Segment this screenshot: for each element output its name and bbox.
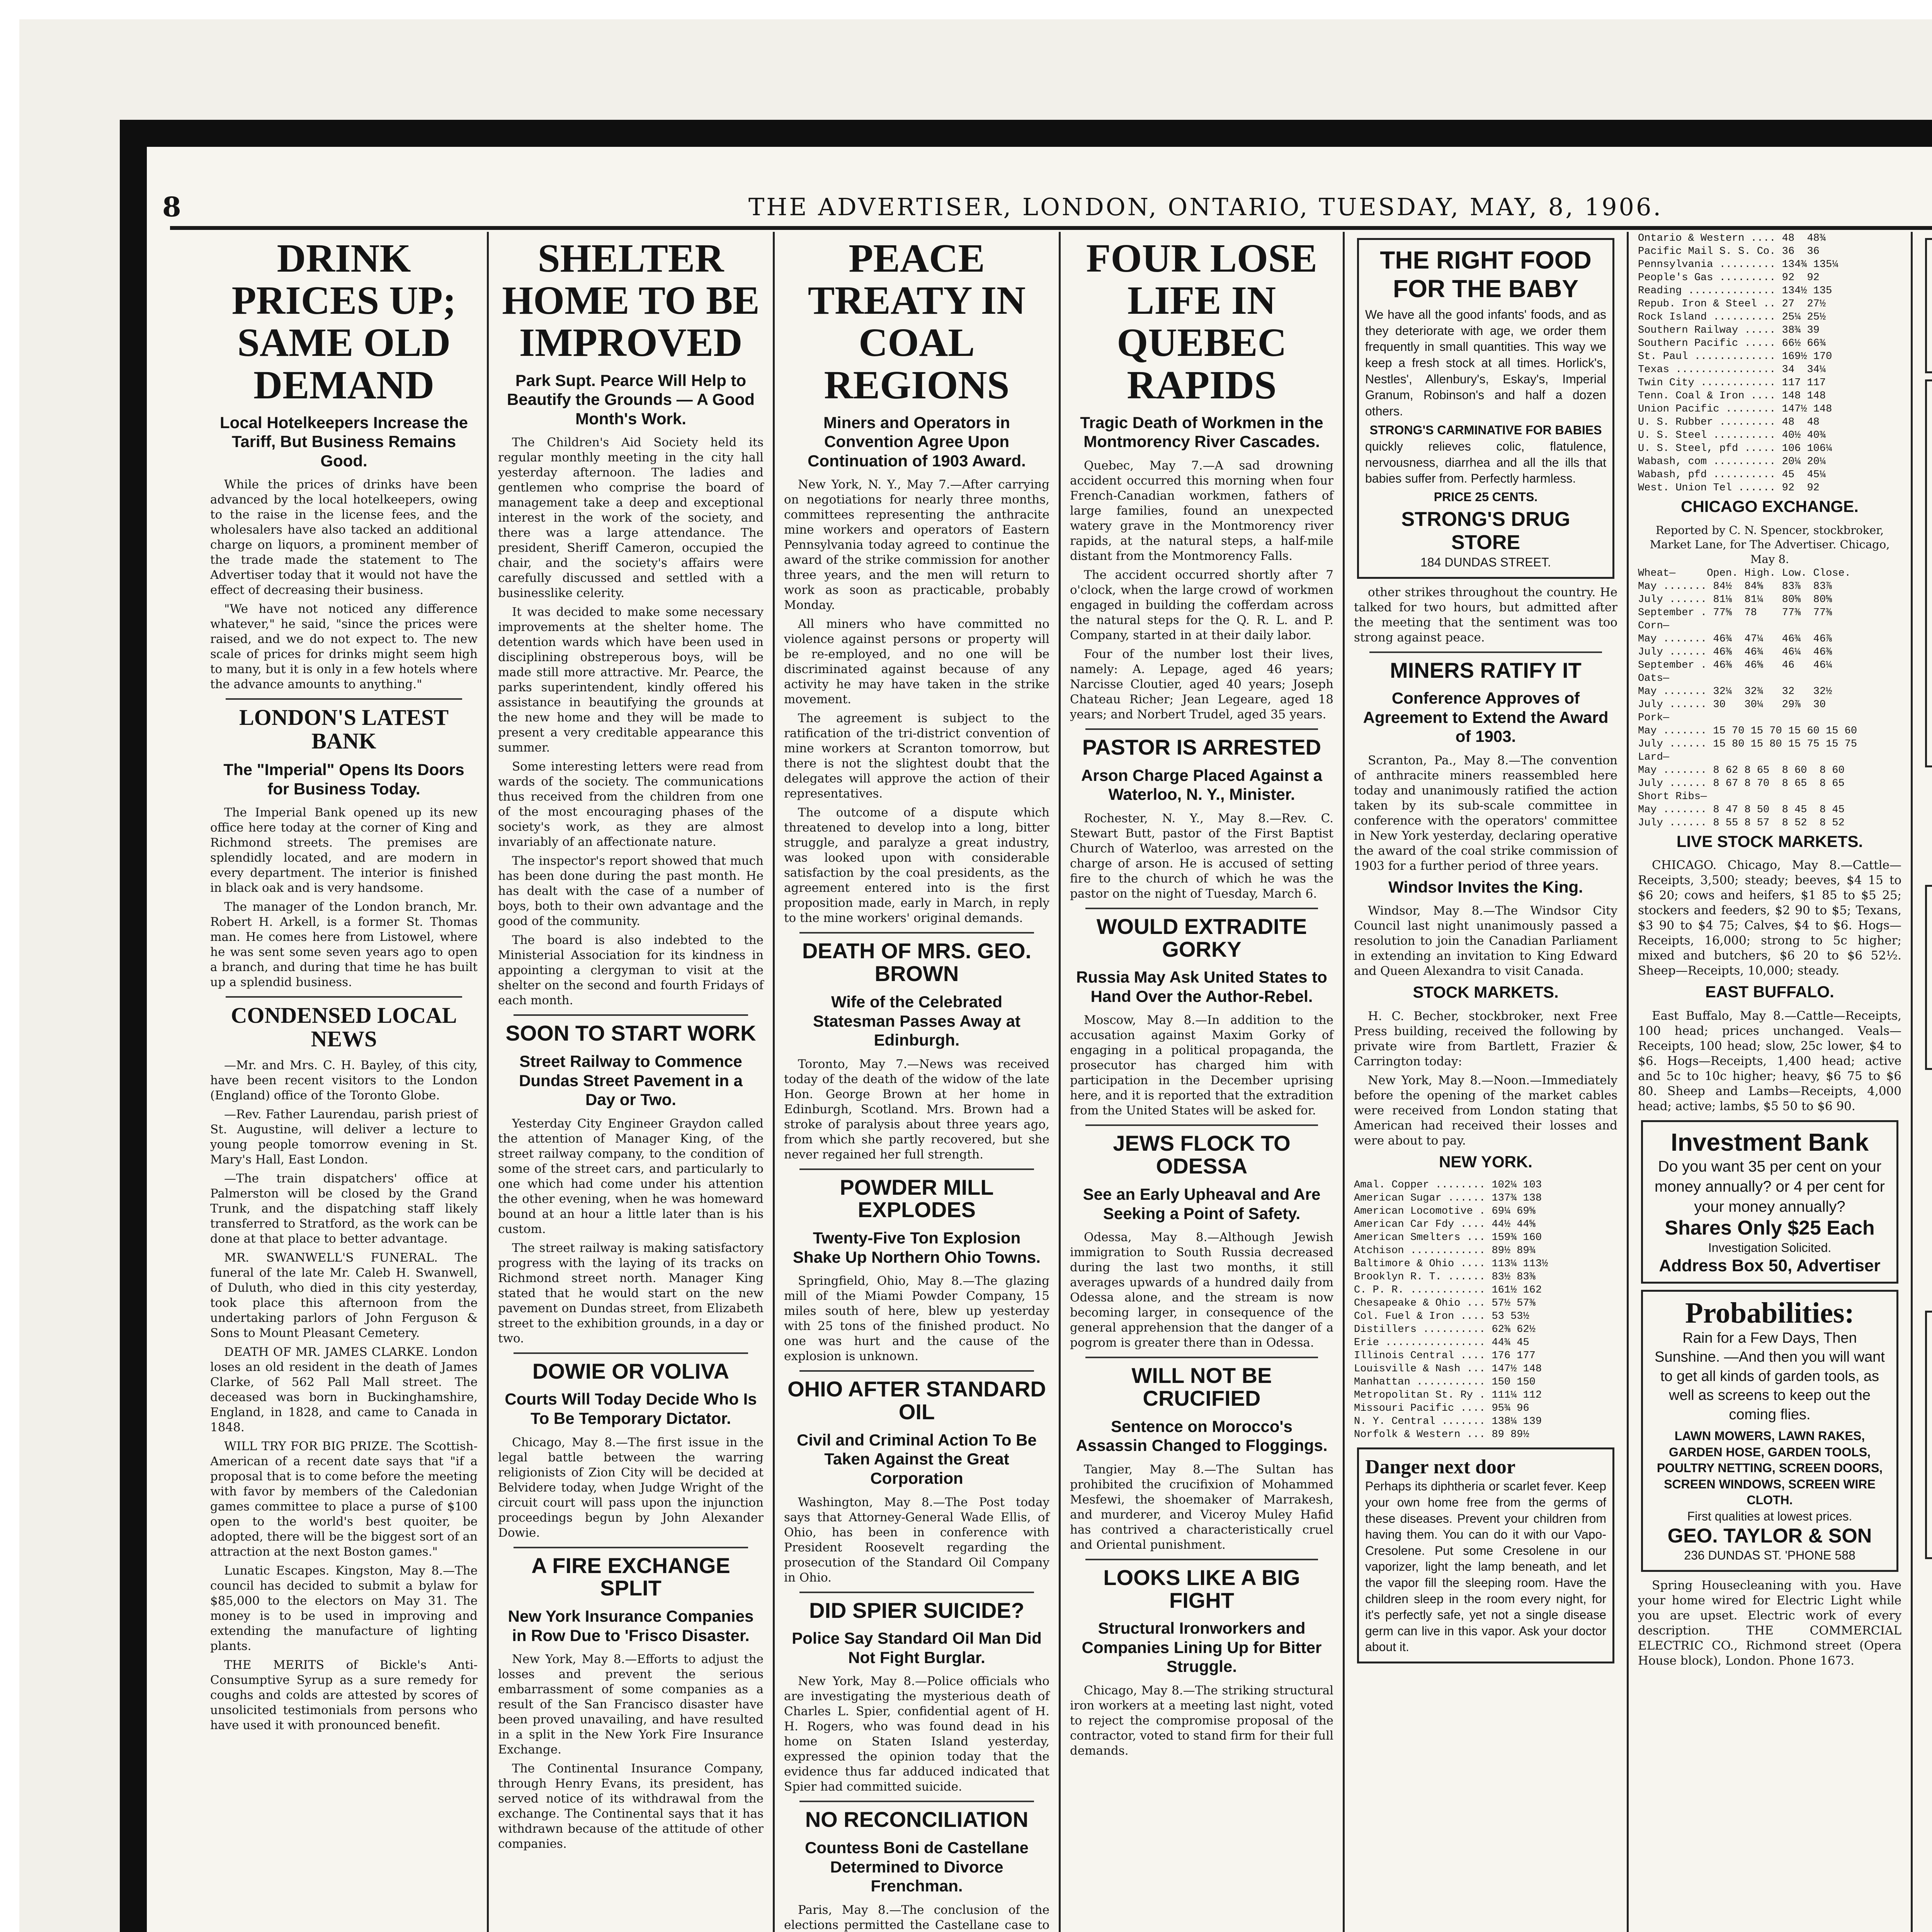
article-paragraph: The board is also indebted to the Ministerial Association for its kindness in appointing a clergyman to visit at the shelter on the second and fourth Fridays of each month. [498,933,764,1008]
ad-title: Probabilities: [1685,1297,1854,1330]
headline-drink-prices: DRINK PRICES UP; SAME OLD DEMAND [231,236,456,407]
news-item: DEATH OF MR. JAMES CLARKE. London loses an old resident in the death of James Clarke, of 562 Pall Mall street. The deceased was born in Buckinghamshire, England, in 1828, and came to Canada in 1848. [210,1345,478,1435]
subhead-gorky: Russia May Ask United States to Hand Over the Author-Rebel. [1076,968,1327,1005]
ad-price-note: First qualities at lowest prices. [1687,1509,1852,1523]
news-item: —Rev. Father Laurendau, parish priest of St. Augustine, will deliver a lecture to young people tomorrow evening in St. Mary's Hall, East London. [210,1107,478,1167]
ad-store-name: STRONG'S DRUG STORE [1401,508,1570,554]
ad-address: Address Box 50, Advertiser [1659,1256,1881,1275]
column-4 [1061,232,1345,1932]
ad-price: PRICE 25 CENTS. [1434,490,1538,504]
article-paragraph: The inspector's report showed that much has been done during the past month. He has dealt with the case of a number of boys, both to their own advantage and the good of the community. [498,854,764,929]
news-item: —Mr. and Mrs. C. H. Bayley, of this city, have been recent visitors to the London (England) office of the Toronto Globe. [210,1058,478,1103]
article-paragraph: New York, May 8.—Police officials who are investigating the mysterious death of Charles L. Spier, confidential agent of H. H. Rogers, who was found dead in his home on Staten Island yesterday, expressed the opinion today that the evidence thus far adduced indicated that Spier had committed suicide. [784,1674,1049,1794]
ad-vapo-cresolene [1357,1447,1614,1663]
headline-quebec-rapids: FOUR LOSE LIFE IN QUEBEC RAPIDS [1086,236,1318,407]
article-paragraph: Quebec, May 7.—A sad drowning accident occurred this morning when four French-Canadian workmen, fathers of large families, found an unexpected watery grave in the Montmorency river rapids, at the natural steps, a half-mile distant from the Montmorency Falls. [1070,458,1333,563]
ad-title: Investment Bank [1670,1128,1869,1156]
headline-death-brown: DEATH OF MRS. GEO. BROWN [802,939,1032,986]
headline-pastor: PASTOR IS ARRESTED [1082,735,1321,759]
ad-list: LAWN MOWERS, LAWN RAKES, GARDEN HOSE, GARDEN TOOLS, POULTRY NETTING, SCREEN DOORS, SCREEN WINDOWS, SCREEN WIRE CLOTH. [1656,1429,1883,1507]
subhead-spier: Police Say Standard Oil Man Did Not Fight Burglar. [792,1629,1042,1667]
ad-investment-bank [1641,1120,1898,1284]
chicago-exchange-table: Wheat— Open. High. Low. Close. May ....... 84½ 84⅝ 83⅞ 83⅞ July ...... 81⅛ 81¼ 80⅝ 80⅝ September . 77⅝ 78 77⅜ 77⅜ Corn— May ....... 46¾ 47¼ 46¾ 46⅞ July ...... 46⅜ 46¾ 46¼ 46⅜ September . 46⅜ 46⅝ 46 46¼ Oats— May ....... 32¼ 32¾ 32 32½ July ...... 30 30¼ 29⅞ 30 Pork— May ....... 15 70 15 70 15 60 15 60 July ...... 15 80 15 80 15 75 15 75 Lard— May ....... 8 62 8 65 8 60 8 60 July ...... 8 67 8 70 8 65 8 65 Short Ribs— May ....... 8 47 8 50 8 45 8 45 July ...... 8 55 8 57 8 52 8 52 [1638,567,1857,829]
ad-strongs-drug-store [1357,238,1614,579]
subhead-peace-treaty: Miners and Operators in Convention Agree Upon Continuation of 1903 Award. [808,413,1026,470]
stock-table-continued: Ontario & Western .... 48 48¾ Pacific Mail S. S. Co. 36 36 Pennsylvania ......... 134¾ 135¼ People's Gas ......... 92 92 Reading .............. 134½ 135 Repub. Iron & Steel .. 27 27½ Rock Island .......... 25¼ 25½ Southern Railway ..... 38¾ 39 Southern Pacific ..... 66½ 66¾ St. Paul ............. 169½ 170 Texas ................ 34 34¼ Twin City ............ 117 117 Tenn. Coal & Iron .... 148 148 Union Pacific ........ 147½ 148 U. S. Rubber ......... 48 48 U. S. Steel .......... 40½ 40¾ U. S. Steel, pfd ..... 106 106¼ Wabash, com .......... 20¼ 20¼ Wabash, pfd .......... 45 45¼ West. Union Tel ...... 92 92 [1638,233,1838,494]
divider [1085,1357,1318,1358]
masthead-rule [170,226,1932,230]
newspaper-title: THE ADVERTISER, LONDON, ONTARIO, TUESDAY, MAY, 8, 1906. [748,192,1663,221]
article-paragraph: Windsor, May 8.—The Windsor City Council last night unanimously passed a resolution to join the Canadian Parliament in extending an invitation to King Edward and Queen Alexandra to visit Canada. [1354,904,1617,978]
ad-geo-taylor [1641,1290,1898,1572]
headline-peace-treaty: PEACE TREATY IN COAL REGIONS [808,236,1026,407]
headline-start-work: SOON TO START WORK [505,1021,756,1046]
headline-windsor: Windsor Invites the King. [1388,878,1583,896]
subhead-powder-mill: Twenty-Five Ton Explosion Shake Up Northern Ohio Towns. [793,1229,1041,1266]
article-paragraph: The Continental Insurance Company, through Henry Evans, its president, has served notice of its withdrawal from the exchange. The Continental says that it has withdrawn because of the attitude of other companies. [498,1762,764,1851]
article-paragraph: While the prices of drinks have been advanced by the local hotelkeepers, owing to the raise in the license fees, and the wholesalers have also tacked an additional charge on liquors, a prominent member of the trade made the statement to The Advertiser today that it would not have the effect of decreasing their business. [210,478,478,597]
article-paragraph: The street railway is making satisfactory progress with the laying of its tracks on Richmond street north. Manager King stated that he would start on the new pavement on Dundas street, from Elizabeth street to the exhibition grounds, in a day or two. [498,1241,764,1345]
headline-big-fight: LOOKS LIKE A BIG FIGHT [1103,1565,1300,1612]
headline-odessa: JEWS FLOCK TO ODESSA [1113,1131,1291,1179]
subhead-quebec-rapids: Tragic Death of Workmen in the Montmorency River Cascades. [1080,413,1323,451]
divider [799,1592,1034,1593]
divider [226,698,462,700]
subhead-odessa: See an Early Upheaval and Are Seeking a Point of Safety. [1083,1185,1321,1223]
subhead-death-brown: Wife of the Celebrated Statesman Passes Away at Edinburgh. [813,992,1020,1049]
subhead-dowie: Courts Will Today Decide Who Is To Be Temporary Dictator. [505,1390,757,1427]
divider [799,1168,1034,1170]
article-paragraph: The Children's Aid Society held its regular monthly meeting in the city hall yesterday afternoon. The ladies and gentlemen who comprise the board of management take a deep and exceptional interest in the work of the society, and there was a large attendance. The president, Sheriff Cameron, occupied the chair, and the society's affairs were carefully discussed and settled with a businesslike celerity. [498,435,764,600]
column-1 [201,232,489,1932]
news-item: Lunatic Escapes. Kingston, May 8.—The council has decided to submit a bylaw for $85,000 to the electors on May 31. The money is to be used in improving and extending the manufacture of lighting plants. [210,1564,478,1653]
ad-body: We have all the good infants' foods, and as they deteriorate with age, we order them frequently in small quantities. This way we keep a fresh stock at all times. Horlick's, Nestles', Allenbury's, Eskay's, Imperial Granum, Robinson's and half a dozen others. [1365,308,1606,418]
news-item: THE MERITS of Bickle's Anti-Consumptive Syrup as a sure remedy for coughs and colds are attested by scores of unsolicited testimonials from persons who have used it with pronounced benefit. [210,1658,478,1733]
new-york-stock-table: Amal. Copper ........ 102¼ 103 American Sugar ...... 137¾ 138 American Locomotive . 69¼ 69⅝ American Car Fdy .... 44½ 44⅝ American Smelters ... 159¾ 160 Atchison ............ 89½ 89¾ Baltimore & Ohio .... 113¼ 113½ Brooklyn R. T. ...... 83½ 83⅜ C. P. R. ............ 161½ 162 Chesapeake & Ohio ... 57½ 57⅜ Col. Fuel & Iron .... 53 53½ Distillers .......... 62⅜ 62½ Erie ................ 44¾ 45 Illinois Central .... 176 177 Louisville & Nash ... 147½ 148 Manhattan ........... 150 150 Metropolitan St. Ry . 111¼ 112 Missouri Pacific .... 95¾ 96 N. Y. Central ....... 138¼ 139 Norfolk & Western ... 89 89½ [1354,1179,1548,1440]
ad-address: 236 DUNDAS ST. 'PHONE 588 [1684,1548,1855,1563]
headline-dowie: DOWIE OR VOLIVA [532,1359,730,1383]
article-paragraph: It was decided to make some necessary improvements at the shelter home. The detention wards which have been used in disciplining obstreperous boys, will be made still more attractive. Mr. Pearce, the parks superintendent, kindly offered his assistance in beautifying the grounds at the new home and they will be made to present a very creditable appearance this summer. [498,605,764,755]
article-paragraph: The agreement is subject to the ratification of the tri-district convention of mine workers at Scranton tomorrow, but there is not the slightest doubt that the delegates will approve the action of their representatives. [784,711,1049,801]
divider [514,1352,748,1354]
headline-crucified: WILL NOT BE CRUCIFIED [1131,1363,1272,1410]
divider [514,1547,748,1548]
news-item: —The train dispatchers' office at Palmerston will be closed by the Grand Trunk, and the dispatching staff likely transferred to Stratford, as the work can be done at that place to better advantage. [210,1172,478,1246]
subhead-big-fight: Structural Ironworkers and Companies Lining Up for Bitter Struggle. [1082,1619,1322,1676]
article-paragraph: Chicago, May 8.—The striking structural iron workers at a meeting last night, voted to reject the compromise proposal of the contractor, voted to stand firm for their full demands. [1070,1684,1333,1758]
ad-title: Danger next door [1365,1456,1516,1478]
article-paragraph: Tangier, May 8.—The Sultan has prohibited the crucifixion of Mohammed Mesfewi, the shoemaker of Marrakesh, and murderer, and Viceroy Muley Hafid has contrived a characteristically cruel and Oriental punishment. [1070,1462,1333,1552]
live-stock-heading: LIVE STOCK MARKETS. [1676,832,1863,850]
live-stock-report: CHICAGO. Chicago, May 8.—Cattle—Receipts, 3,500; steady; beeves, $4 15 to $6 20; cows and heifers, $1 85 to $5 25; stockers and feeders, $2 90 to $5; Texans, $3 90 to $4 75; Calves, $4 to $6. Hogs—Receipts, 16,000; strong to 5c higher; mixed and butchers, $6 20 to $6 52½. Sheep—Receipts, 10,000; steady. [1638,858,1901,978]
article-paragraph: New York, N. Y., May 7.—After carrying on negotiations for nearly three months, committees representing the anthracite mine workers and operators of Eastern Pennsylvania today agreed to continue the award of the strike commission for another three years, and the men will return to work as soon as practicable, probably Monday. [784,478,1049,612]
article-paragraph: New York, May 8.—Noon.—Immediately before the opening of the market cables were received from London stating that American had received their losses and were about to pay. [1354,1073,1617,1148]
column-7 [1913,232,1932,1932]
ad-product: STRONG'S CARMINATIVE FOR BABIES [1369,423,1602,437]
subhead-reconciliation: Countess Boni de Castellane Determined to Divorce Frenchman. [805,1838,1029,1895]
article-paragraph: Chicago, May 8.—The first issue in the legal battle between the warring religionists of Zion City will be decided at Belvidere today, when Judge Wright of the circuit court will pass upon the injunction proceedings begun by John Alexander Dowie. [498,1435,764,1540]
divider [514,1014,748,1016]
article-paragraph: Four of the number lost their lives, namely: A. Lepage, aged 46 years; Narcisse Cloutier, aged 40 years; Joseph Chateau Richer; Jean Legeare, aged 18 years; and Norbert Trudel, aged 35 years. [1070,647,1333,721]
subhead-standard-oil: Civil and Criminal Action To Be Taken Against the Great Corporation [797,1430,1037,1487]
column-2 [489,232,775,1932]
news-item: WILL TRY FOR BIG PRIZE. The Scottish-American of a recent date says that "if a proposal that is to come before the meeting with favor by members of the Caledonian games committee to place a purse of $100 open to the world's best quoiter, be adopted, there will be the biggest sort of an attraction at the next Boston games." [210,1439,478,1559]
masthead [155,189,1932,224]
article-paragraph: The accident occurred shortly after 7 o'clock, when the large crowd of workmen engaged in building the cofferdam across the natural steps for the Q. R. L. and P. Company, started in at their daily labor. [1070,568,1333,642]
article-paragraph: H. C. Becher, stockbroker, next Free Press building, received the following by private wire from Bartlett, Frazier & Carrington today: [1354,1009,1617,1069]
headline-shelter-home: SHELTER HOME TO BE IMPROVED [502,236,760,365]
headline-gorky: WOULD EXTRADITE GORKY [1096,914,1307,961]
subhead-miners-ratify: Conference Approves of Agreement to Extend the Award of 1903. [1363,689,1609,746]
east-buffalo-report: East Buffalo, May 8.—Cattle—Receipts, 100 head; prices unchanged. Veals—Receipts, 100 head; slow, 25c lower, $4 to $6. Hogs—Receipts, 1,400 head; active and 5c to 10c higher; heavy, $6 75 to $6 80. Sheep and Lambs—Receipts, 4,000 head; active; lambs, $5 50 to $6 90. [1638,1009,1901,1113]
article-paragraph: All miners who have committed no violence against persons or property will be re-employed, and no one will be discriminated against because of any activity he may have taken in the strike movement. [784,617,1049,707]
new-york-heading: NEW YORK. [1439,1153,1532,1171]
page-number: 8 [162,190,183,223]
subhead-latest-bank: The "Imperial" Opens Its Doors for Business Today. [223,760,464,798]
ad-cowans-hardware [1925,1311,1932,1559]
subhead-crucified: Sentence on Morocco's Assassin Changed to Floggings. [1076,1417,1328,1455]
headline-powder-mill: POWDER MILL EXPLODES [840,1175,994,1222]
ad-store-name: GEO. TAYLOR & SON [1667,1524,1872,1547]
ad-body: Rain for a Few Days, Then Sunshine. —And then you will want to get all kinds of garden tools, as well as screens to keep out the coming flies. [1655,1330,1885,1423]
divider [799,1370,1034,1372]
ad-address: 184 DUNDAS STREET. [1420,555,1551,569]
divider [1085,908,1318,909]
ad-title: THE RIGHT FOOD FOR THE BABY [1380,246,1592,303]
divider [1369,651,1602,653]
subhead-fire-exchange: New York Insurance Companies in Row Due to 'Frisco Disaster. [508,1607,754,1645]
news-item: MR. SWANWELL'S FUNERAL. The funeral of the late Mr. Caleb H. Swanwell, of Duluth, who died in this city yesterday, took place this afternoon from the undertaking parlors of John Ferguson & Sons to Mount Pleasant Cemetery. [210,1251,478,1340]
divider [799,932,1034,934]
subhead-shelter-home: Park Supt. Pearce Will Help to Beautify the Grounds — A Good Month's Work. [507,371,755,428]
headline-latest-bank: LONDON'S LATEST BANK [239,705,449,754]
headline-stock-markets: STOCK MARKETS. [1413,983,1559,1002]
column-3 [775,232,1061,1932]
article-paragraph: Springfield, Ohio, May 8.—The glazing mill of the Miami Powder Company, 15 miles south of here, blew up yesterday with 25 tons of the finished product. No one was hurt and the cause of the explosion is unknown. [784,1274,1049,1364]
article-paragraph: Washington, May 8.—The Post today says that Attorney-General Wade Ellis, of Ohio, has been in conference with President Roosevelt regarding the prosecution of the Standard Oil Company in Ohio. [784,1495,1049,1585]
divider [1085,1124,1318,1126]
headline-fire-exchange: A FIRE EXCHANGE SPLIT [531,1553,730,1600]
chicago-exchange-note: Reported by C. N. Spencer, stockbroker, Market Lane, for The Advertiser. Chicago, May 8. [1650,523,1890,566]
ad-dress-cutting [1925,774,1932,879]
ad-gilletts-lye [1925,379,1932,767]
article-paragraph: The Imperial Bank opened up its new office here today at the corner of King and Richmond streets. The premises are splendidly located, and are modern in every department. The interior is finished in black oak and is very handsome. [210,806,478,895]
ad-product-body: quickly relieves colic, flatulence, nervousness, diarrhea and all the ills that babies suffer from. Perfectly harmless. [1365,439,1606,486]
ad-shares: Shares Only $25 Each [1665,1217,1875,1240]
article-paragraph: Yesterday City Engineer Graydon called the attention of Manager King, of the street railway company, to the condition of some of the street cars, and particularly to one which had come under his attention the other evening, when he was homeward bound at an hour a little later than is his custom. [498,1116,764,1236]
divider [799,1801,1034,1802]
column-5 [1345,232,1629,1932]
east-buffalo-heading: EAST BUFFALO. [1705,983,1834,1001]
ad-note: Investigation Solicited. [1708,1241,1832,1255]
column-6 [1629,232,1913,1932]
ad-southcott [1925,1221,1932,1304]
article-paragraph: Some interesting letters were read from wards of the society. The communications thus received from the children from one of the most encouraging phases of the society's work, as they are almost invariably of an affectionate nature. [498,760,764,849]
headline-standard-oil: OHIO AFTER STANDARD OIL [787,1377,1046,1424]
ad-body: Do you want 35 per cent on your money annually? or 4 per cent for your money annually? [1655,1158,1885,1216]
headline-spier: DID SPIER SUICIDE? [809,1598,1024,1622]
article-paragraph: Moscow, May 8.—In addition to the accusation against Maxim Gorky of engaging in a political propaganda, the prosecutor has charged him with participation in the December uprising here, and it is reported that the extradition from the United States will be asked for. [1070,1013,1333,1118]
headline-local-news: CONDENSED LOCAL NEWS [231,1003,457,1052]
article-paragraph: Toronto, May 7.—News was received today of the death of the widow of the late Hon. George Brown at her home in Edinburgh, Scotland. Mrs. Brown had a stroke of paralysis about three years ago, from which she partly recovered, but she never regained her full strength. [784,1057,1049,1162]
article-paragraph: Scranton, Pa., May 8.—The convention of anthracite miners reassembled here today and unanimously ratified the action taken by its sub-scale committee in conference with the operators' committee in New York yesterday, declaring operative the award of the coal strike commission of 1903 for a further period of three years. [1354,753,1617,873]
divider [226,996,462,998]
article-paragraph: Paris, May 8.—The conclusion of the elections permitted the Castellane case to [784,1903,1049,1932]
article-paragraph: other strikes throughout the country. He talked for two hours, but admitted after the meeting that the sentiment was too strong against peace. [1354,585,1617,645]
divider [1085,1559,1318,1560]
ad-commercial-trunk [1925,1076,1932,1214]
article-paragraph: The manager of the London branch, Mr. Robert H. Arkell, is a former St. Thomas man. He comes here from Listowel, where he was sent some seven years ago to open a branch, and during that time he has built up a splendid business. [210,900,478,990]
ad-electric-co: Spring Housecleaning with you. Have your home wired for Electric Light while you are upset. Electric work of every description. THE COMMERCIAL ELECTRIC CO., Richmond street (Opera House block), London. Phone 1673. [1638,1578,1901,1668]
subhead-start-work: Street Railway to Commence Dundas Street Pavement in a Day or Two. [519,1052,743,1109]
subhead-drink-prices: Local Hotelkeepers Increase the Tariff, But Business Remains Good. [220,413,468,470]
article-paragraph: Odessa, May 8.—Although Jewish immigration to South Russia decreased during the last two months, it still averages upwards of a hundred daily from Odessa alone, and the stream is now becoming larger, in consequence of the general apprehension that the danger of a pogrom is greater there than in Odessa. [1070,1230,1333,1350]
article-paragraph: New York, May 8.—Efforts to adjust the losses and prevent the serious embarrassment of some companies as a result of the San Francisco disaster have been proved unavailing, and have resulted in a split in the New York Fire Insurance Exchange. [498,1652,764,1757]
headline-reconciliation: NO RECONCILIATION [805,1807,1029,1832]
divider [1085,728,1318,730]
article-paragraph: Rochester, N. Y., May 8.—Rev. C. Stewart Butt, pastor of the First Baptist Church of Waterloo, was arrested on the charge of arson. He is accused of setting fire to the church of which he was the pastor on the night of Tuesday, March 6. [1070,811,1333,901]
ad-hoods-pills [1925,238,1932,373]
article-paragraph: The outcome of a dispute which threatened to develop into a long, bitter struggle, and paralyze a great industry, was looked upon with considerable satisfaction by the coal presidents, as the agreement entered into is the first proposition made, early in March, in reply to the mine workers' original demands. [784,806,1049,925]
chicago-exchange-heading: CHICAGO EXCHANGE. [1681,497,1859,515]
subhead-pastor: Arson Charge Placed Against a Waterloo, N. Y., Minister. [1081,766,1322,804]
article-paragraph: "We have not noticed any difference whatever," he said, "since the prices were raised, and we do not expect to. The new scale of prices for drinks might seem high to many, but it is only in a few hotels where the advance amounts to anything." [210,602,478,692]
ad-john-m-daly [1925,885,1932,1070]
headline-miners-ratify: MINERS RATIFY IT [1390,658,1582,682]
ad-body: Perhaps its diphtheria or scarlet fever. Keep your own home free from the germs of these diseases. Prevent your children from having them. You can do it with our Vapo-Cresolene. Put some Cresolene in our vaporizer, light the lamp beneath, and let the vapor fill the sleeping room. Have the children sleep in the room every night, for it's perfectly safe, yet not a single disease germ can live in this vapor. Ask your doctor about it. [1365,1479,1606,1654]
